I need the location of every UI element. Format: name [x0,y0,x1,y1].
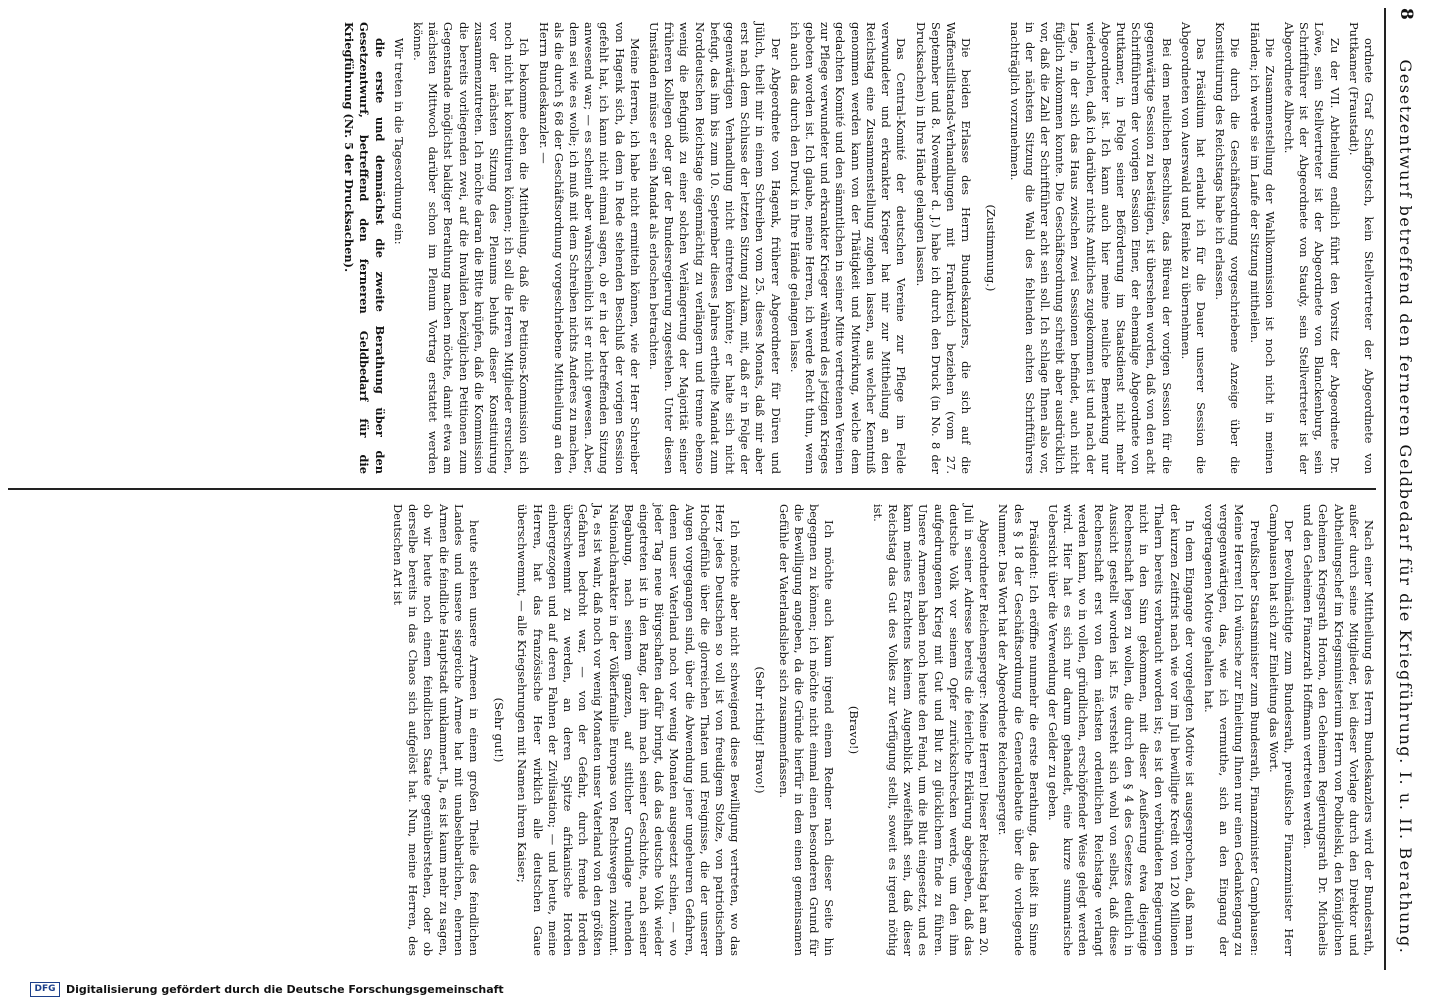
paragraph: Zu der VII. Abtheilung endlich führt den Vorsitz der Abgeordnete Dr. Löwe, sein Stellvertreter ist der Abgeordnete von Blanckenburg, sein Schriftführer ist der Abgeordnete von Staudy, sein Stellvertreter ist der Abgeordnete Albrecht. [1281,22,1342,474]
paragraph: Präsident: Ich eröffne nunmehr die erste Berathung, das heißt im Sinne des § 18 der Geschäftsordnung die Generaldebatte über die vorliegende Nummer. Das Wort hat der Abgeordnete Reichensperger. [996,504,1041,956]
running-title: Gesetzentwurf betreffend den ferneren Geldbedarf für die Kriegführung. I. u. II. Berathung. [1396,59,1416,955]
paragraph: Ich bekomme eben die Mittheilung, daß die Petitions-Kommission sich noch nicht hat konstituiren können; ich soll die Herren Mitglieder ersuchen, vor der nächsten Sitzung des Plenums behufs dieser Konstituirung zusammenzutreten. Ich möchte daran die Bitte knüpfen, daß die Kommission die bereits vorliegenden zwei, auf die Invaliden bezüglichen Petitionen zum Gegenstande möglichst baldiger Berathung machen möchte, damit etwa am nächsten Mittwoch darüber schon im Plenum Vortrag erstattet werden könne. [411,22,532,474]
paragraph: Meine Herren, ich habe nicht ermitteln können, wie der Herr Schreiber von Hagenk sich, da dem in Rede stehenden Beschluß der vorigen Session gefehlt hat, ich kann nicht einmal sagen, ob er in der betreffenden Sitzung anwesend war; — es scheint aber wahrscheinlich ist er nicht gewesen. Aber, dem sei wie es wolle; ich muß mit dem Schreiben nichts Anderes zu machen, als die durch § 68 der Geschäftsordnung vorgeschriebene Mittheilung an den Herrn Bundeskanzler. — [536,22,642,474]
paragraph: Wir treten in die Tagesordnung ein: [391,38,406,245]
interjection: (Sehr richtig! Bravo!) [753,666,768,794]
interjection: (Bravo!) [847,705,862,755]
interjection: (Sehr gut!) [492,697,507,763]
page-header [1384,8,1426,970]
paragraph: Die beiden Erlasse des Herrn Bundeskanzlers, die sich auf die Waffenstillstands-Verhandlungen mit Frankreich beziehen (vom 27. September und 8. November d. J.) habe ich durch den Druck (in No. 8 der Drucksachen) in Ihre Hände gelangen lassen. [913,22,974,474]
text-columns [8,8,1376,970]
dfg-logo-icon: DFG [30,982,60,997]
left-column [8,8,1376,488]
paragraph: Das Central-Komité der deutschen Vereine zur Pflege im Felde verwundeter und erkrankter Krieger hat mir zur Mittheilung an den Reichstag eine Zusammenstellung zugehen lassen, aus welcher Kenntniß genommen werden kann von der Thätigkeit und Mitwirkung, welche dem gedachten Komité und den sämmtlichen in seiner Mitte vertretenen Vereinen zur Pflege verwundeter und erkrankter Krieger während des jetzigen Krieges geboten worden ist. Ich glaube, meine Herren, ich werde Recht thun, wenn ich auch das durch den Druck in Ihre Hände gelangen lasse. [787,22,909,474]
paragraph: Die Zusammenstellung der Wahlkommission ist noch nicht in meinen Händen; ich werde sie im Laufe der Sitzung mittheilen. [1247,22,1277,474]
interjection: (Zustimmung.) [984,204,999,292]
paragraph: Ich möchte auch kaum irgend einem Redner nach dieser Seite hin begegnen zu können; ich möchte nicht einmal einen besonderen Grund für die Bewilligung angeben, da die Gründe hierfür in dem einen gemeinsamen Gefühle der Vaterlandsliebe sich zusammenfassen. [776,504,837,956]
paragraph: Das Präsidium hat erlaubt ich für die Dauer unserer Session die Abgeordneten von Auerswald und Reinke zu übernehmen. [1178,22,1208,474]
paragraph: Preußischer Staatsminister zum Bundesrath, Finanzminister Camphausen: Meine Herren! Ich wünsche zur Einleitung Ihnen nur einen Gedankengang zu vergegenwärtigen, das, wie ich vermuthe, sich an den Eingang der vorgetragenen Motive gehalten hat. [1201,504,1262,956]
paragraph: Nach einer Mittheilung des Herrn Bundeskanzlers wird der Bundesrath, außer durch seine Mitglieder, bei dieser Vorlage durch den Direktor und Abtheilungschef im Kriegsministerium Herrn von Podbielski, den Königlichen Geheimen Kriegsrath Horion, den Geheimen Regierungsrath Dr. Michaelis und den Geheimen Finanzrath Hoffmann vertreten werden. [1301,504,1376,956]
paragraph: Der Abgeordnete von Hagenk, früherer Abgeordneter für Düren und Jülich, theilt mir in einem Schreiben vom 25. dieses Monats, daß mir aber erst nach dem Schlusse der letzten Sitzung zukam, mit, daß er in Folge der gegenwärtigen Verhandlung nicht eintreten könnte; er halte sich nicht befugt, das ihm bis zum 10. September dieses Jahres ertheilte Mandat zum Norddeutschen Reichstage eigenmächtig zu verlängern und trenne ebenso wenig die Befugniß zu einer solchen Verlängerung der Majorität seiner früheren Kollegen oder gar der Bundesregierung zugestehen. Unter diesen Umständen müsse er sein Mandat als erloschen betrachten. [647,22,783,474]
page-number: 8 [1396,8,1416,20]
credit-text: Digitalisierung gefördert durch die Deutsche Forschungsgemeinschaft [66,982,504,996]
paragraph: heute stehen unsere Armeen in einem großen Theile des feindlichen Landes und unsere siegreiche Armee hat mit unabsehbarlichen, ehernen Armen die feindliche Hauptstadt umklammert. Ja, es ist kaum mehr zu sagen, ob wir heute noch einem feindlichen Staate gegenüberstehen, oder ob derselbe bereits in das Chaos sich aufgelöst hat. Nun, meine Herren, des Deutschen Art ist [391,504,482,956]
paragraph: Der Bevollmächtigte zum Bundesrath, preußische Finanzminister Herr Camphausen hat sich zur Einleitung das Wort. [1266,504,1296,956]
digitization-credit [30,978,504,1000]
paragraph: Bei dem neulichen Beschlusse, das Büreau der vorigen Session für die gegenwärtige Session zu bestätigen, ist übersehen worden, daß von den acht Schriftführern der vorigen Session Einer, der ehemalige Abgeordnete von Puttkamer, in Folge seiner Beförderung im Staatsdienst nicht mehr Abgeordneter ist. Ich kann auch hier meine neuliche Bemerkung nur wiederholen, daß ich darüber nichts Amtliches zugekommen ist und nach der Lage, in der sich das Haus zwischen zwei Sessionen befindet, auch nicht füglich zukommen konnte. Die Geschäftsordnung schreibt aber ausdrücklich vor, daß die Zahl der Schriftführer acht sein soll. Ich schlage Ihnen also vor, in der nächsten Sitzung die Wahl des fehlenden achten Schriftführers nachträglich vorzunehmen. [1007,22,1174,474]
paragraph: Abgeordneter Reichensperger: Meine Herren! Dieser Reichstag hat am 20. Juli in seiner Adresse bereits die feierliche Erklärung abgegeben, daß das deutsche Volk vor seinem Opfer zurückschrecken werde, um den ihm aufgedrungenen Krieg mit Gut und Blut zu glücklichem Ende zu führen. Unsere Armeen haben noch heute den Feind, um die Blut eingesetzt, und es kann meines Erachtens keinem Augenblick zweifelhaft sein, daß dieser Reichstag das Gut des Volkes zur Verfügung stellt, soweit es irgend nöthig ist. [870,504,992,956]
paragraph: ordnete Graf Schaffgotsch, kein Stellvertreter der Abgeordnete von Puttkamer (Fraustadt). [1346,22,1376,474]
paragraph: In dem Eingange der vorgelegten Motive ist ausgesprochen, daß man in der kurzen Zeitfrist nach wie vor im Juli bewilligte Kredit von 120 Millionen Thalern bereits verbraucht worden ist; es ist den verbündeten Regierungen nicht in den Sinn gekommen, mit dieser Aeußerung etwa diejenige Rechenschaft legen zu wollen, die durch den § 4 des Gesetzes deutlich in Aussicht gestellt worden ist. Es versteht sich wohl von selbst, daß diese Rechenschaft erst von dem nächsten ordentlichen Reichstage verlangt werden kann, wo in vollen, gründlichen, erschöpfender Weise gelegt werden wird. Hier hat es sich nur darum gehandelt, eine kurze summarische Uebersicht über die Verwendung der Gelder zu geben. [1045,504,1197,956]
paragraph: Die durch die Geschäftsordnung vorgeschriebene Anzeige über die Konstituirung des Reichstags habe ich erlassen. [1213,22,1243,474]
right-column [8,490,1376,970]
paragraph: Ich möchte aber nicht schweigend diese Bewilligung vertreten, wo das Herz jedes Deutschen so voll ist von freudigem Stolze, von patriotischem Hochgefühle über die glorreichen Thaten und Ereignisse, die der unserer Augen vorgegangen sind, über die Abwendung jener ungeheuren Gefahren, denen unser Vaterland noch vor wenig Monaten ausgesetzt schien, — wo jeder Tag neue Bürgschaften dafür bringt, daß das deutsche Volk wieder eingetreten ist in den Rang, der ihm nach seiner Geschichte, nach seiner Begabung, nach seinem ganzen, auf sittlicher Grundlage ruhenden Nationalcharakter in der Völkerfamilie Europas von Rechtswegen zukommt. Ja, es ist wahr, daß noch vor wenig Monaten unser Vaterland von den größten Gefahren bedroht war, — von der Gefahr, durch fremde Horden überschwemmt zu werden, an deren Spitze afrikanische Horden einhergezogen und auf deren Fahnen der Zivilisation; — und heute, meine Herren, hat das französische Heer wirklich alle deutschen Gaue überschwemmt, — alle Kriegsehrungen mit Namen ihrem Kaiser; [515,504,743,956]
paragraph: die erste und demnächst die zweite Berathung über den Gesetzentwurf, betreffend den ferneren Geldbedarf für die Kriegführung (Nr. 5 der Drucksachen). [342,22,387,474]
